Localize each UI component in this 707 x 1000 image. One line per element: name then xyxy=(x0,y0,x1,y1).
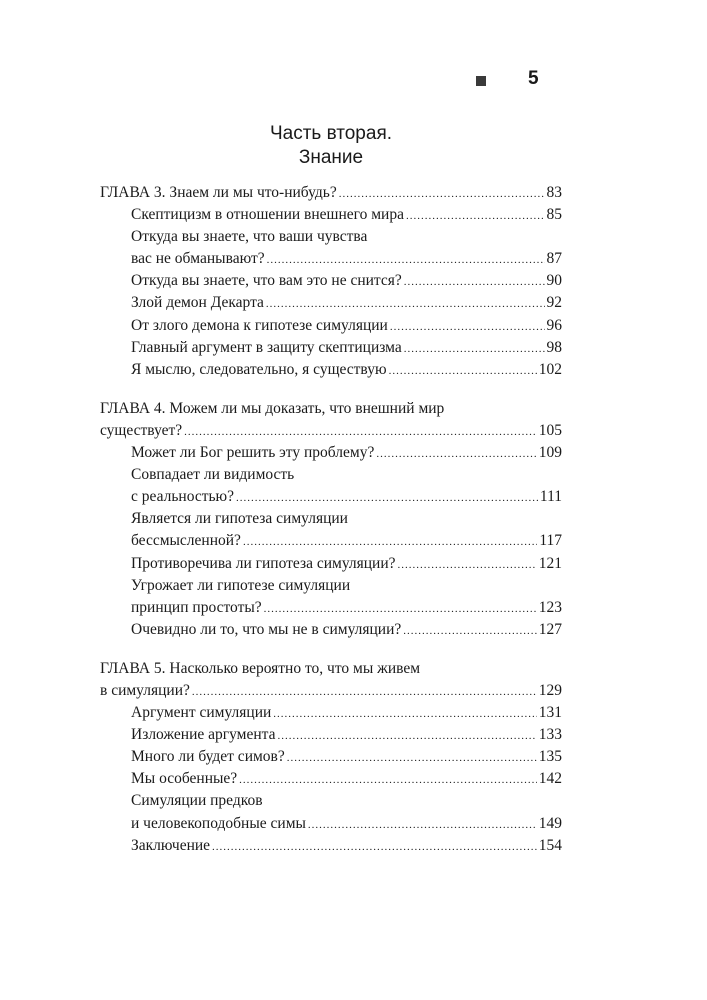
toc-page-number: 117 xyxy=(539,532,562,550)
toc-page-number: 90 xyxy=(546,272,562,290)
toc-entry-title: Очевидно ли то, что мы не в симуляции? xyxy=(131,620,402,638)
toc-page-number: 105 xyxy=(538,421,562,439)
toc-entry-title: Угрожает ли гипотезе симуляции xyxy=(131,576,351,594)
toc-entry-title: и человекоподобные симы xyxy=(131,814,306,832)
toc-section-entry[interactable] xyxy=(100,508,562,530)
toc-entry-title: От злого демона к гипотезе симуляции xyxy=(131,316,388,334)
chapter-block xyxy=(100,182,562,381)
toc-entry-title: Совпадает ли видимость xyxy=(131,466,295,484)
toc-entry-title: с реальностью? xyxy=(131,488,235,506)
toc-leader-dots xyxy=(339,183,545,205)
toc-page-number: 96 xyxy=(546,316,562,334)
toc-leader-dots xyxy=(266,293,545,315)
toc-leader-dots xyxy=(212,836,537,858)
chapter-spacer xyxy=(100,381,562,398)
toc-leader-dots xyxy=(287,747,537,769)
toc-entry-title: Откуда вы знаете, что вам это не снится? xyxy=(131,272,402,290)
toc-leader-dots xyxy=(389,360,537,382)
toc-page-number: 133 xyxy=(538,726,562,744)
toc-entry-title: Противоречива ли гипотеза симуляции? xyxy=(131,554,396,572)
toc-entry-title: вас не обманывают? xyxy=(131,250,265,268)
toc-leader-dots xyxy=(192,681,537,703)
toc-section-entry[interactable] xyxy=(100,442,562,464)
toc-section-entry[interactable] xyxy=(100,575,562,597)
toc-chapter-entry[interactable] xyxy=(100,398,562,420)
toc-entry-title: Скептицизм в отношении внешнего мира xyxy=(131,206,404,224)
toc-page-number: 149 xyxy=(538,814,562,832)
toc-section-entry[interactable] xyxy=(100,702,562,724)
table-of-contents xyxy=(100,182,562,857)
toc-entry-title: Я мыслю, следовательно, я существую xyxy=(131,360,387,378)
toc-entry-title: Главный аргумент в защиту скептицизма xyxy=(131,338,402,356)
toc-page-number: 87 xyxy=(546,250,562,268)
toc-section-entry[interactable] xyxy=(100,746,562,768)
toc-leader-dots xyxy=(239,769,537,791)
toc-leader-dots xyxy=(308,814,537,836)
toc-entry-title: Откуда вы знаете, что ваши чувства xyxy=(131,228,368,246)
toc-chapter-entry[interactable] xyxy=(100,680,562,702)
toc-entry-title: Аргумент симуляции xyxy=(131,704,272,722)
toc-entry-title: ГЛАВА 5. Насколько вероятно то, что мы живем xyxy=(100,659,421,677)
toc-entry-title: в симуляции? xyxy=(100,681,190,699)
toc-leader-dots xyxy=(390,316,545,338)
toc-page-number: 109 xyxy=(538,444,562,462)
toc-leader-dots xyxy=(243,531,537,553)
toc-section-entry[interactable] xyxy=(100,724,562,746)
toc-leader-dots xyxy=(273,703,536,725)
chapter-spacer xyxy=(100,641,562,658)
toc-entry-title: Симуляции предков xyxy=(131,792,263,810)
toc-chapter-entry[interactable] xyxy=(100,658,562,680)
toc-section-entry[interactable] xyxy=(100,337,562,359)
header-square-icon xyxy=(476,76,486,86)
toc-page-number: 111 xyxy=(539,488,562,506)
toc-leader-dots xyxy=(376,443,536,465)
toc-section-entry[interactable] xyxy=(100,486,562,508)
toc-entry-title: принцип простоты? xyxy=(131,598,262,616)
chapter-block xyxy=(100,398,562,641)
toc-page-number: 102 xyxy=(538,360,562,378)
toc-page-number: 85 xyxy=(546,206,562,224)
toc-entry-title: бессмысленной? xyxy=(131,532,241,550)
toc-section-entry[interactable] xyxy=(100,619,562,641)
toc-page-number: 123 xyxy=(538,598,562,616)
toc-leader-dots xyxy=(264,598,537,620)
toc-section-entry[interactable] xyxy=(100,359,562,381)
toc-section-entry[interactable] xyxy=(100,315,562,337)
toc-leader-dots xyxy=(267,249,545,271)
chapter-block xyxy=(100,658,562,857)
toc-entry-title: Злой демон Декарта xyxy=(131,294,264,312)
toc-leader-dots xyxy=(403,620,536,642)
toc-chapter-entry[interactable] xyxy=(100,182,562,204)
toc-entry-title: Заключение xyxy=(131,836,211,854)
toc-page-number: 129 xyxy=(538,681,562,699)
part-title xyxy=(100,122,562,170)
toc-section-entry[interactable] xyxy=(100,553,562,575)
toc-page-number: 142 xyxy=(538,770,562,788)
toc-leader-dots xyxy=(406,205,545,227)
toc-entry-title: ГЛАВА 4. Можем ли мы доказать, что внешний мир xyxy=(100,399,445,417)
toc-leader-dots xyxy=(398,554,537,576)
toc-page-number: 131 xyxy=(538,704,562,722)
toc-section-entry[interactable] xyxy=(100,204,562,226)
toc-page-number: 121 xyxy=(538,554,562,572)
toc-section-entry[interactable] xyxy=(100,813,562,835)
toc-section-entry[interactable] xyxy=(100,835,562,857)
toc-leader-dots xyxy=(184,421,537,443)
toc-page-number: 92 xyxy=(546,294,562,312)
toc-section-entry[interactable] xyxy=(100,226,562,248)
toc-page-number: 127 xyxy=(538,620,562,638)
toc-leader-dots xyxy=(404,271,545,293)
part-title-line-1: Часть вторая. xyxy=(269,123,393,144)
toc-section-entry[interactable] xyxy=(100,270,562,292)
toc-page-number: 154 xyxy=(538,836,562,854)
toc-page-number: 83 xyxy=(546,184,562,201)
toc-leader-dots xyxy=(404,338,545,360)
toc-page-number: 98 xyxy=(546,338,562,356)
toc-entry-title: ГЛАВА 3. Знаем ли мы что-нибудь? xyxy=(100,184,337,201)
toc-section-entry[interactable] xyxy=(100,790,562,812)
toc-leader-dots xyxy=(278,725,537,747)
toc-section-entry[interactable] xyxy=(100,768,562,790)
toc-page-number: 135 xyxy=(538,748,562,766)
toc-entry-title: Мы особенные? xyxy=(131,770,238,788)
toc-section-entry[interactable] xyxy=(100,248,562,270)
toc-entry-title: Является ли гипотеза симуляции xyxy=(131,510,348,528)
toc-entry-title: Может ли Бог решить эту проблему? xyxy=(131,444,375,462)
page-number: 5 xyxy=(528,68,539,89)
toc-section-entry[interactable] xyxy=(100,292,562,314)
toc-leader-dots xyxy=(236,487,538,509)
part-title-line-2: Знание xyxy=(298,147,364,168)
toc-chapter-entry[interactable] xyxy=(100,420,562,442)
toc-section-entry[interactable] xyxy=(100,464,562,486)
toc-section-entry[interactable] xyxy=(100,597,562,619)
toc-entry-title: Много ли будет симов? xyxy=(131,748,285,766)
toc-section-entry[interactable] xyxy=(100,530,562,552)
toc-entry-title: Изложение аргумента xyxy=(131,726,276,744)
toc-entry-title: существует? xyxy=(100,421,183,439)
